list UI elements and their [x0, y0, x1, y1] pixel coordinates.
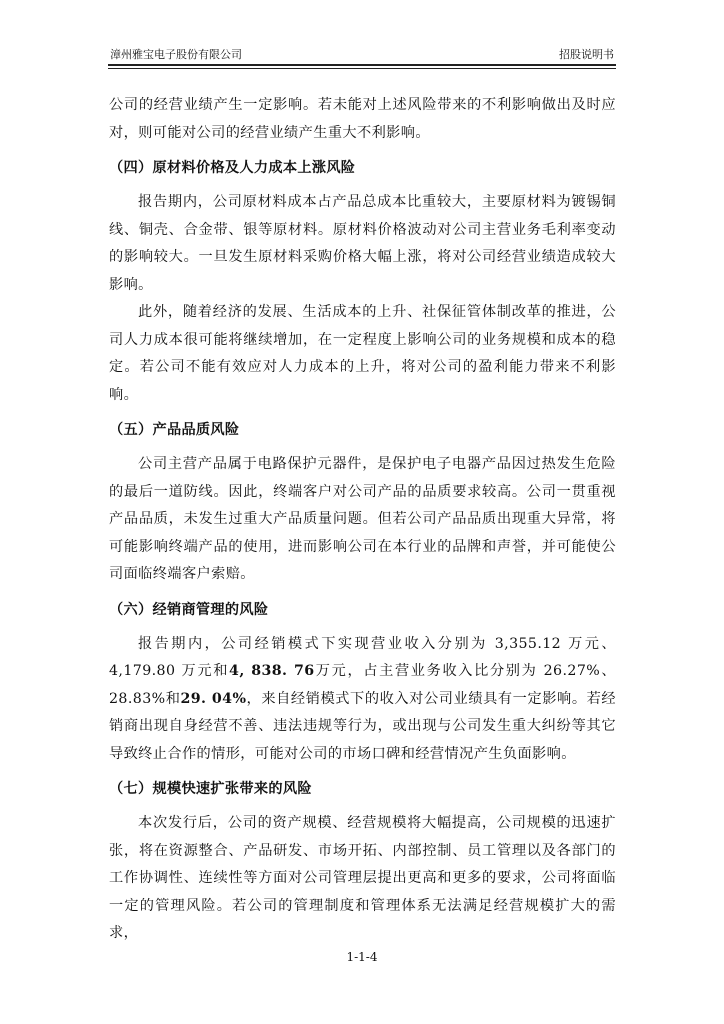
- heading-section-6: （六）经销商管理的风险: [109, 601, 269, 618]
- distributor-text-c: 万元，占主营业务收入比分别为 26.27%、28.83%和: [109, 663, 616, 707]
- paragraph-distributor: [109, 631, 616, 769]
- heading-section-4: （四）原材料价格及人力成本上涨风险: [109, 160, 356, 176]
- distributor-amount-bold: 4, 838. 76: [229, 663, 315, 679]
- page-number: 1-1-4: [346, 950, 378, 964]
- document-body: [109, 92, 616, 948]
- paragraph-intro: 公司的经营业绩产生一定影响。若未能对上述风险带来的不利影响做出及时应对，则可能对公司的经营业绩产生重大不利影响。: [109, 97, 616, 141]
- header-doc-type: 招股说明书: [559, 48, 614, 61]
- distributor-ratio-bold: 29. 04%: [180, 690, 247, 707]
- heading-section-5: （五）产品品质风险: [109, 422, 240, 438]
- distributor-text-a: 报告期内，公司经销模式下实现营业收入分别为 3,355.12 万元、4,179.80 万元和: [109, 635, 616, 679]
- page-header: [108, 44, 616, 66]
- paragraph-product-quality: 公司主营产品属于电路保护元器件，是保护电子电器产品因过热发生危险的最后一道防线。因此，终端客户对公司产品的品质要求较高。公司一贯重视产品品质，未发生过重大产品质量问题。但若公司产品品质出现重大异常，将可能影响终端产品的使用，进而影响公司在本行业的品牌和声誉，并可能使公司面临终端客户索赔。: [109, 456, 616, 582]
- heading-section-7: （七）规模快速扩张带来的风险: [109, 781, 312, 797]
- distributor-text-e: ，来自经销模式下的收入对公司业绩具有一定影响。若经销商出现自身经营不善、违法违规等行为，或出现与公司发生重大纠纷等其它导致终止合作的情形，可能对公司的市场口碑和经营情况产生负面影响。: [109, 690, 616, 762]
- paragraph-expansion: 本次发行后，公司的资产规模、经营规模将大幅提高，公司规模的迅速扩张，将在资源整合、产品研发、市场开拓、内部控制、员工管理以及各部门的工作协调性、连续性等方面对公司管理层提出更高和更多的要求，公司将面临一定的管理风险。若公司的管理制度和管理体系无法满足经营规模扩大的需求，: [109, 815, 616, 941]
- paragraph-raw-material: 报告期内，公司原材料成本占产品总成本比重较大，主要原材料为镀锡铜线、铜壳、合金带、银等原材料。原材料价格波动对公司主营业务毛利率变动的影响较大。一旦发生原材料采购价格大幅上涨，将对公司经营业绩造成较大影响。: [109, 194, 616, 293]
- paragraph-labor-cost: 此外，随着经济的发展、生活成本的上升、社保征管体制改革的推进，公司人力成本很可能将继续增加，在一定程度上影响公司的业务规模和成本的稳定。若公司不能有效应对人力成本的上升，将对公司的盈利能力带来不利影响。: [109, 304, 616, 403]
- header-company: 漳州雅宝电子股份有限公司: [110, 48, 242, 61]
